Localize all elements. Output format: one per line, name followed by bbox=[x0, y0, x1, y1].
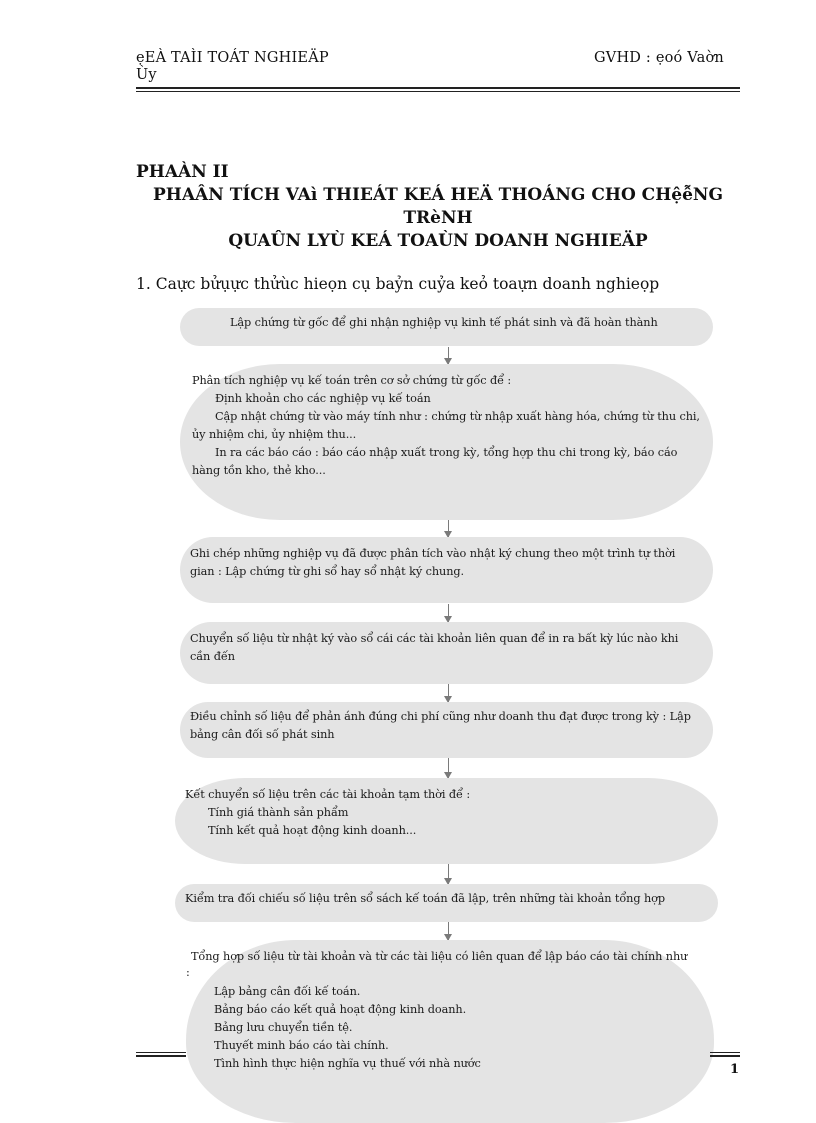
footer-rule-left-thick bbox=[136, 1055, 186, 1057]
step-2-line-3: Cập nhật chứng từ vào máy tính như : chứng từ nhập xuất hàng hóa, chứng từ thu chi, bbox=[215, 410, 700, 423]
flow-step-1 bbox=[180, 308, 713, 346]
step-5-line-1: Điều chỉnh số liệu để phản ánh đúng chi phí cũng như doanh thu đạt được trong kỳ : Lập bbox=[190, 710, 691, 723]
header-right: GVHD : ẹoó Vaờn bbox=[594, 50, 724, 66]
flow-arrow bbox=[448, 684, 449, 702]
chapter-title-line1: PHAÂN TÍCH VAì THIEÁT KEÁ HEÄ THOÁNG CHO CHệễNG bbox=[153, 185, 723, 205]
step-4-line-2: cần đến bbox=[190, 650, 235, 663]
step-2-line-2: Định khoản cho các nghiệp vụ kế toán bbox=[215, 392, 431, 405]
flow-step-4 bbox=[180, 622, 713, 684]
step-8-line-1: Tổng hợp số liệu từ tài khoản và từ các tài liệu có liên quan để lập báo cáo tài chính như bbox=[191, 950, 688, 963]
footer-rule-right-thick bbox=[710, 1055, 740, 1057]
page-number: 1 bbox=[730, 1062, 740, 1077]
part-title: PHAÀN II bbox=[136, 162, 229, 182]
section-heading: 1. Caực bửụực thửùc hieọn cụ baỷn cuỷa keỏ toaựn doanh nghieọp bbox=[136, 275, 660, 293]
step-8-line-7: Tình hình thực hiện nghĩa vụ thuế với nhà nước bbox=[214, 1057, 481, 1070]
flow-arrow bbox=[448, 520, 449, 537]
step-6-line-1: Kết chuyển số liệu trên các tài khoản tạm thời để : bbox=[185, 788, 471, 801]
flow-arrow bbox=[448, 864, 449, 884]
step-3-line-2: gian : Lập chứng từ ghi sổ hay sổ nhật ký chung. bbox=[190, 565, 464, 578]
step-8-line-6: Thuyết minh báo cáo tài chính. bbox=[214, 1039, 389, 1052]
flow-step-5 bbox=[180, 702, 713, 758]
flow-arrow bbox=[448, 922, 449, 940]
step-2-line-5: In ra các báo cáo : báo cáo nhập xuất trong kỳ, tổng hợp thu chi trong kỳ, báo cáo bbox=[215, 446, 678, 459]
step-3-line-1: Ghi chép những nghiệp vụ đã được phân tích vào nhật ký chung theo một trình tự thời bbox=[190, 547, 676, 560]
flow-step-6 bbox=[175, 778, 718, 864]
step-2-line-4: ủy nhiệm chi, ủy nhiệm thu... bbox=[192, 428, 357, 441]
step-5-line-2: bảng cân đối số phát sinh bbox=[190, 728, 335, 741]
footer-rule-left-thin bbox=[136, 1052, 186, 1053]
flow-step-2 bbox=[180, 364, 713, 520]
step-6-line-2: Tính giá thành sản phẩm bbox=[208, 806, 349, 819]
step-6-line-3: Tính kết quả hoạt động kinh doanh... bbox=[208, 824, 417, 837]
step-2-line-6: hàng tồn kho, thẻ kho... bbox=[192, 464, 326, 477]
step-7-line-1: Kiểm tra đối chiếu số liệu trên sổ sách kế toán đã lập, trên những tài khoản tổng hợp bbox=[185, 892, 665, 905]
chapter-title-line2: TRèNH bbox=[403, 208, 473, 228]
chapter-title-line3: QUAÛN LYÙ KEÁ TOAÙN DOANH NGHIEÄP bbox=[228, 231, 648, 251]
step-8-line-4: Bảng báo cáo kết quả hoạt động kinh doanh. bbox=[214, 1003, 467, 1016]
header-rule-thin bbox=[136, 91, 740, 92]
flow-step-3 bbox=[180, 537, 713, 603]
flow-step-7 bbox=[175, 884, 718, 922]
flow-arrow bbox=[448, 604, 449, 622]
flow-step-8 bbox=[186, 940, 714, 1123]
flow-arrow bbox=[448, 347, 449, 364]
step-1-line-1: Lập chứng từ gốc để ghi nhận nghiệp vụ kinh tế phát sinh và đã hoàn thành bbox=[230, 316, 658, 329]
header-left-line2: Ùy bbox=[136, 67, 157, 83]
flow-arrow bbox=[448, 758, 449, 778]
step-2-line-1: Phân tích nghiệp vụ kế toán trên cơ sở chứng từ gốc để : bbox=[192, 374, 512, 387]
header-rule-thick bbox=[136, 87, 740, 89]
footer-rule-right-thin bbox=[710, 1052, 740, 1053]
header-left-line1: ẹEÀ TAÌI TOÁT NGHIEÄP bbox=[136, 50, 329, 66]
step-8-line-3: Lập bảng cân đối kế toán. bbox=[214, 985, 361, 998]
step-4-line-1: Chuyển số liệu từ nhật ký vào sổ cái các tài khoản liên quan để in ra bất kỳ lúc nào khi bbox=[190, 632, 679, 645]
step-8-line-5: Bảng lưu chuyển tiền tệ. bbox=[214, 1021, 353, 1034]
step-8-line-2: : bbox=[186, 966, 190, 979]
